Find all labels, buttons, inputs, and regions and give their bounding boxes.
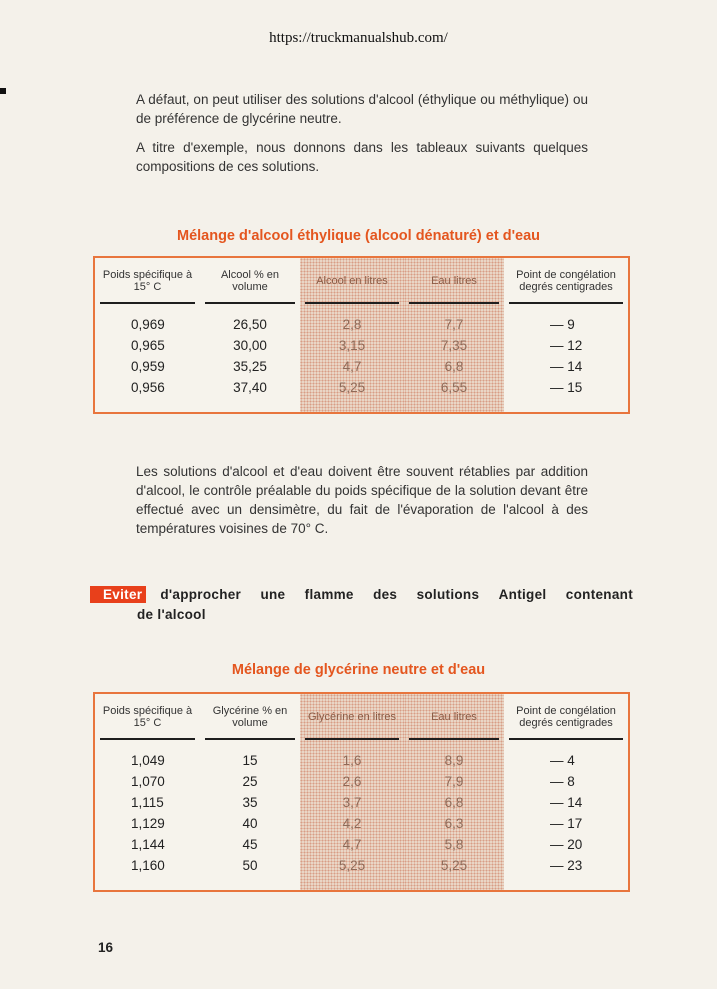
table-cell: 2,6 [342, 774, 362, 789]
warning-word: une [260, 587, 286, 602]
table-cell: — 23 [550, 858, 583, 873]
warning-word: contenant [565, 587, 633, 602]
table-cell: 6,8 [444, 359, 464, 374]
table-cell: 37,40 [233, 380, 267, 395]
table1-alcohol-mixture [93, 256, 630, 414]
table1-header-percent: Alcool % en volume [200, 257, 300, 304]
table-cell: 40 [242, 816, 258, 831]
warning-word: d'approcher [160, 587, 242, 602]
table-cell: 1,6 [342, 753, 362, 768]
table-cell: 7,9 [444, 774, 464, 789]
page-number: 16 [98, 940, 114, 955]
flame-warning [90, 585, 635, 625]
warning-tag: Eviter [90, 586, 146, 603]
table1-header-water-litres: Eau litres [404, 257, 504, 304]
middle-paragraph: Les solutions d'alcool et d'eau doivent être souvent rétablies par addition d'alcool, le contrôle préalable du poids spécifique de la solution devant être effectué avec un densimètre, du fait de l'évaporation de l'alcool à des températures voisines de 70° C. [136, 464, 588, 536]
table-cell: 1,049 [131, 753, 165, 768]
table-cell: — 8 [550, 774, 575, 789]
table-cell: 1,115 [131, 795, 164, 810]
table-cell: 4,2 [342, 816, 362, 831]
table-cell: 5,25 [338, 380, 366, 395]
table-cell: 7,7 [444, 317, 464, 332]
warning-line-2: de l'alcool [137, 607, 206, 622]
table1-col-percent [200, 304, 300, 413]
table2-header-weight: Poids spécifique à 15° C [94, 693, 200, 740]
warning-word: solutions [416, 587, 480, 602]
margin-mark [0, 88, 6, 94]
table-cell: — 9 [550, 317, 575, 332]
table-cell: 0,965 [131, 338, 165, 353]
warning-word: flamme [304, 587, 354, 602]
table-cell: 8,9 [444, 753, 464, 768]
table2-col-weight [94, 740, 200, 891]
table1-col-water-litres [404, 304, 504, 413]
table1-col-alcohol-litres [300, 304, 404, 413]
table-cell: 26,50 [233, 317, 267, 332]
table-cell: 6,3 [444, 816, 464, 831]
table2-glycerine-mixture [93, 692, 630, 892]
table-cell: — 14 [550, 795, 583, 810]
table-cell: 30,00 [233, 338, 267, 353]
table-cell: 4,7 [342, 837, 362, 852]
table1-header-freezing-point: Point de congélation degrés centigrades [504, 257, 629, 304]
table-cell: 0,969 [131, 317, 165, 332]
table-cell: — 20 [550, 837, 583, 852]
table2-header-percent: Glycérine % en volume [200, 693, 300, 740]
table1-col-freezing-point [504, 304, 629, 413]
table-cell: 1,144 [131, 837, 165, 852]
table2-col-percent [200, 740, 300, 891]
table-cell: 6,8 [444, 795, 464, 810]
table2-col-glycerine-litres [300, 740, 404, 891]
table-cell: — 14 [550, 359, 583, 374]
table2-header-water-litres: Eau litres [404, 693, 504, 740]
table-cell: 5,25 [338, 858, 366, 873]
table2-header-glycerine-litres: Glycérine en litres [300, 693, 404, 740]
table-cell: 35,25 [233, 359, 267, 374]
table-cell: 5,8 [444, 837, 464, 852]
table-cell: 6,55 [440, 380, 468, 395]
table-cell: 3,15 [338, 338, 366, 353]
table-cell: — 12 [550, 338, 583, 353]
table-cell: 4,7 [342, 359, 362, 374]
table-cell: 25 [242, 774, 258, 789]
table-cell: — 15 [550, 380, 583, 395]
intro-paragraph-1: A défaut, on peut utiliser des solutions d'alcool (éthylique ou méthylique) ou de préférence de glycérine neutre. [136, 92, 588, 126]
source-url[interactable]: https://truckmanualshub.com/ [269, 30, 448, 46]
table-cell: 50 [242, 858, 258, 873]
table-cell: 45 [242, 837, 258, 852]
table-cell: 2,8 [342, 317, 362, 332]
table1-header-alcohol-litres: Alcool en litres [300, 257, 404, 304]
warning-word: des [373, 587, 398, 602]
table-cell: 5,25 [440, 858, 468, 873]
table2-header-freezing-point: Point de congélation degrés centigrades [504, 693, 629, 740]
table-cell: — 4 [550, 753, 575, 768]
table-cell: 1,129 [131, 816, 165, 831]
intro-paragraph-2: A titre d'exemple, nous donnons dans les tableaux suivants quelques compositions de ces solutions. [136, 140, 588, 174]
table2-col-water-litres [404, 740, 504, 891]
table1-title: Mélange d'alcool éthylique (alcool dénaturé) et d'eau [176, 228, 541, 244]
table-cell: 3,7 [342, 795, 362, 810]
table-cell: 0,959 [131, 359, 165, 374]
warning-word: Antigel [498, 587, 547, 602]
table2-title: Mélange de glycérine neutre et d'eau [231, 662, 486, 678]
table-cell: 15 [242, 753, 258, 768]
table1-col-weight [94, 304, 200, 413]
table1-header-weight: Poids spécifique à 15° C [94, 257, 200, 304]
table-cell: 0,956 [131, 380, 165, 395]
table-cell: — 17 [550, 816, 583, 831]
table-cell: 35 [242, 795, 258, 810]
table-cell: 1,070 [131, 774, 165, 789]
table2-col-freezing-point [504, 740, 629, 891]
table-cell: 1,160 [131, 858, 165, 873]
table-cell: 7,35 [440, 338, 468, 353]
